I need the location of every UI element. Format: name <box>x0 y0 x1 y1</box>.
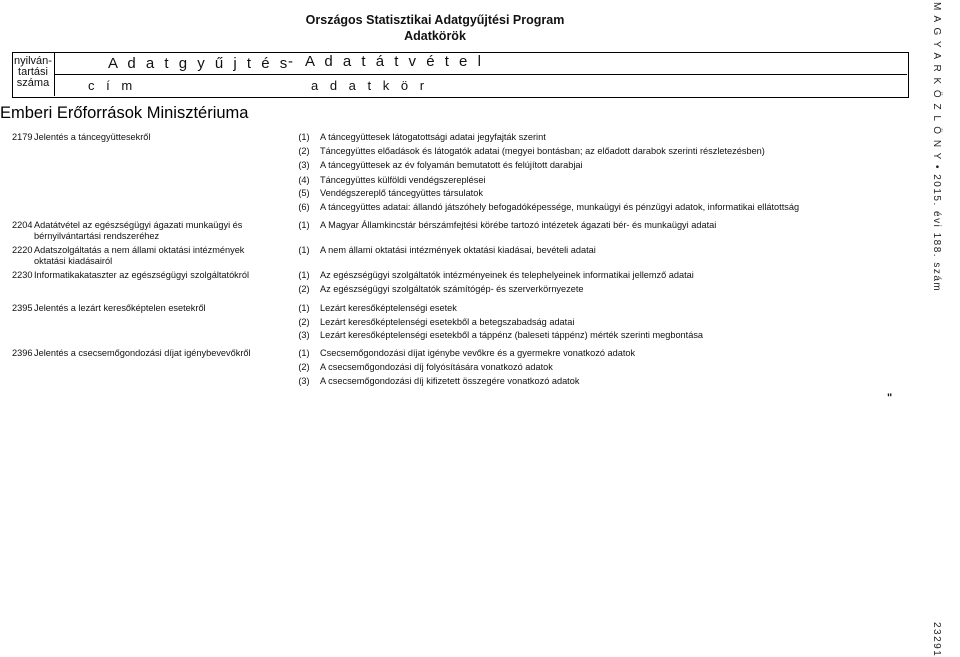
item-index: (2) <box>298 317 310 327</box>
entry-name-continued: oktatási kiadásairól <box>34 256 113 266</box>
item-text: Lezárt keresőképtelenségi esetekből a betegszabadság adatai <box>320 317 575 327</box>
item-text: Táncegyüttes külföldi vendégszereplései <box>320 175 486 185</box>
item-index: (1) <box>298 132 310 142</box>
item-index: (1) <box>298 245 310 255</box>
page-number: 23291 <box>931 622 942 657</box>
entry-name: Adatátvétel az egészségügyi ágazati munkaügyi és <box>34 220 243 230</box>
header-scope-label: a d a t k ö r <box>311 78 429 93</box>
header-receipt-label: A d a t á t v é t e l <box>305 53 484 70</box>
entry-number: 2179 <box>12 132 33 142</box>
item-index: (1) <box>298 348 310 358</box>
item-index: (3) <box>298 330 310 340</box>
item-index: (5) <box>298 188 310 198</box>
header-title-label: c í m <box>88 78 137 93</box>
item-text: A táncegyüttes adatai: állandó játszóhely befogadóképessége, munkaügyi és pénzügyi adatok, informatikai ellátottság <box>320 202 800 212</box>
closing-quote-mark: " <box>887 392 893 404</box>
item-index: (2) <box>298 146 310 156</box>
item-text: Lezárt keresőképtelenségi esetek <box>320 303 457 313</box>
header-number-line-3: száma <box>16 77 50 89</box>
item-text: Az egészségügyi szolgáltatók intézményeinek és telephelyeinek informatikai jellemző adatai <box>320 270 694 280</box>
item-index: (2) <box>298 362 310 372</box>
item-text: Csecsemőgondozási díjat igénybe vevőkre és a gyermekre vonatkozó adatok <box>320 348 636 358</box>
item-text: Lezárt keresőképtelenségi esetekből a táppénz (baleseti táppénz) mérték szerinti megbontása <box>320 330 704 340</box>
item-index: (1) <box>298 270 310 280</box>
entry-name: Jelentés a csecsemőgondozási díjat igénybevevőkről <box>34 348 251 358</box>
side-header <box>916 2 956 293</box>
entry-name-continued: bérnyilvántartási rendszeréhez <box>34 231 160 241</box>
entry-name: Jelentés a táncegyüttesekről <box>34 132 151 142</box>
item-index: (3) <box>298 376 310 386</box>
item-index: (2) <box>298 284 310 294</box>
program-subtitle: Adatkörök <box>404 29 466 43</box>
item-index: (4) <box>298 175 310 185</box>
entry-name: Adatszolgáltatás a nem állami oktatási intézmények <box>34 245 245 255</box>
page-number-area <box>916 618 956 657</box>
item-text: A táncegyüttesek az év folyamán bemutatott és felújított darabjai <box>320 160 583 170</box>
entry-number: 2395 <box>12 303 33 313</box>
item-text: A nem állami oktatási intézmények oktatási kiadásai, bevételi adatai <box>320 245 596 255</box>
entry-number: 2396 <box>12 348 33 358</box>
entry-number: 2230 <box>12 270 33 280</box>
item-text: Vendégszereplő táncegyüttes társulatok <box>320 188 483 198</box>
program-title: Országos Statisztikai Adatgyűjtési Program <box>305 13 565 27</box>
item-text: Az egészségügyi szolgáltatók számítógép- és szerverkörnyezete <box>320 284 584 294</box>
header-divider <box>54 74 907 75</box>
header-collection-label: A d a t g y ű j t é s <box>108 55 291 72</box>
item-index: (3) <box>298 160 310 170</box>
side-header-text: M A G Y A R K Ö Z L Ö N Y • 2015. évi 188. szám <box>931 2 942 293</box>
entry-name: Informatikakataszter az egészségügyi szolgáltatókról <box>34 270 249 280</box>
ministry-heading: Emberi Erőforrások Minisztériuma <box>0 104 249 122</box>
entry-number: 2220 <box>12 245 33 255</box>
item-text: Táncegyüttes előadások és látogatók adatai (megyei bontásban; az előadott darabok szerinti részletezésben) <box>320 146 765 156</box>
item-text: A csecsemőgondozási díj kifizetett összegére vonatkozó adatok <box>320 376 580 386</box>
item-index: (1) <box>298 303 310 313</box>
entry-number: 2204 <box>12 220 33 230</box>
header-number-line-1: nyilván- <box>14 55 52 67</box>
header-dash: - <box>288 53 296 70</box>
header-number-line-2: tartási <box>18 66 48 78</box>
item-text: A táncegyüttesek látogatottsági adatai jegyfajták szerint <box>320 132 546 142</box>
item-index: (1) <box>298 220 310 230</box>
entry-name: Jelentés a lezárt keresőképtelen esetekről <box>34 303 206 313</box>
item-index: (6) <box>298 202 310 212</box>
item-text: A Magyar Államkincstár bérszámfejtési körébe tartozó intézetek ágazati bér- és munkaügyi adatai <box>320 220 717 230</box>
item-text: A csecsemőgondozási díj folyósítására vonatkozó adatok <box>320 362 553 372</box>
